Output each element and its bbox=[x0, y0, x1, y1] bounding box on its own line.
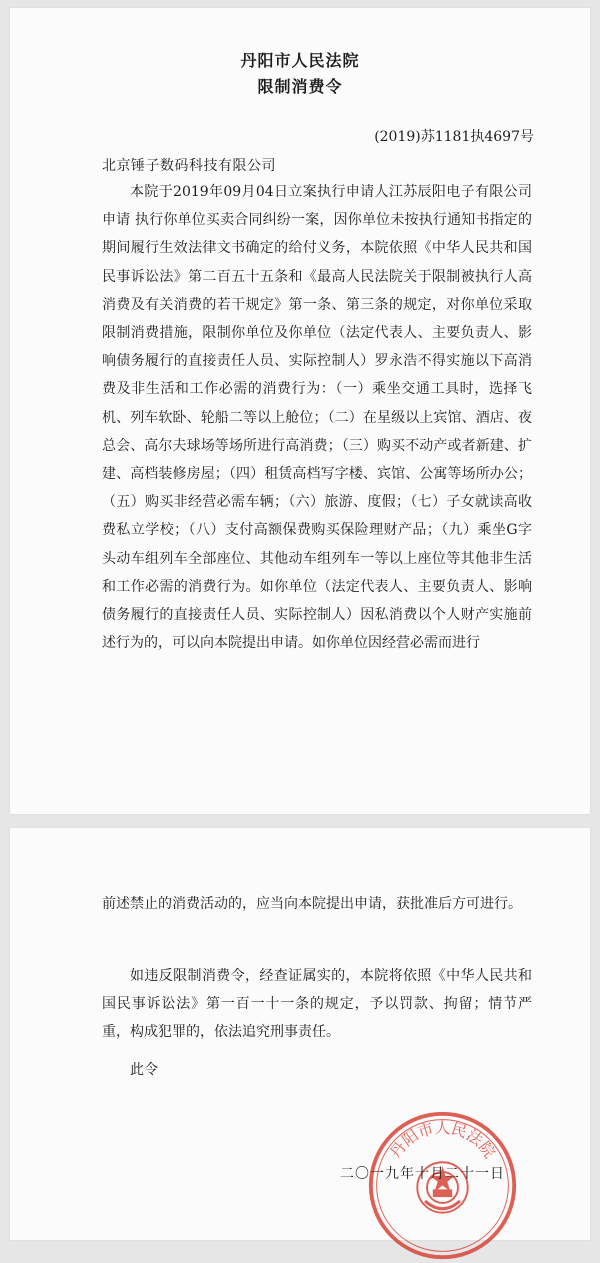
case-number: (2019)苏1181执4697号 bbox=[374, 129, 534, 145]
document-page-1 bbox=[10, 8, 590, 814]
document-title: 限制消费令 bbox=[257, 77, 343, 96]
seal-text: 丹阳市人民法院 bbox=[386, 1118, 499, 1162]
body-paragraph-2: 如违反限制消费令，经查证属实的，本院将依照《中华人民共和国民事诉讼法》第一百一十一条的规定，予以罚款、拘留；情节严重，构成犯罪的，依法追究刑事责任。 bbox=[102, 968, 532, 1041]
body-paragraph-1-continued: 前述禁止的消费活动的，应当向本院提出申请，获批准后方可进行。 bbox=[102, 896, 522, 912]
document-page-2 bbox=[10, 828, 590, 1240]
court-name-heading: 丹阳市人民法院 bbox=[240, 51, 360, 70]
closing-phrase: 此令 bbox=[130, 1062, 158, 1078]
addressee: 北京锤子数码科技有限公司 bbox=[102, 158, 276, 174]
body-paragraph-1: 本院于2019年09月04日立案执行申请人江苏辰阳电子有限公司申请 执行你单位买卖合同纠纷一案，因你单位未按执行通知书指定的期间履行生效法律文书确定的给付义务，本院依照《中华人民共和国民事诉讼法》第二百五十五条和《最高人民法院关于限制被执行人高消费及有关消费的若干规定》第一条、第三条的规定，对你单位采取限制消费措施，限制你单位及你单位（法定代表人、主要负责人、影响债务履行的直接责任人员、实际控制人）罗永浩不得实施以下高消费及非生活和工作必需的消费行为：（一）乘坐交通工具时，选择飞机、列车软卧、轮船二等以上舱位；（二）在星级以上宾馆、酒店、夜总会、高尔夫球场等场所进行高消费；（三）购买不动产或者新建、扩建、高档装修房屋；（四）租赁高档写字楼、宾馆、公寓等场所办公；（五）购买非经营必需车辆；（六）旅游、度假；（七）子女就读高收费私立学校；（八）支付高额保费购买保险理财产品；（九）乘坐G字头动车组列车全部座位、其他动车组列车一等以上座位等其他非生活和工作必需的消费行为。如你单位（法定代表人、主要负责人、影响债务履行的直接责任人员、实际控制人）因私消费以个人财产实施前述行为的，可以向本院提出申请。如你单位因经营必需而进行 bbox=[102, 184, 532, 652]
issue-date: 二〇一九年十月二十一日 bbox=[340, 1166, 505, 1182]
